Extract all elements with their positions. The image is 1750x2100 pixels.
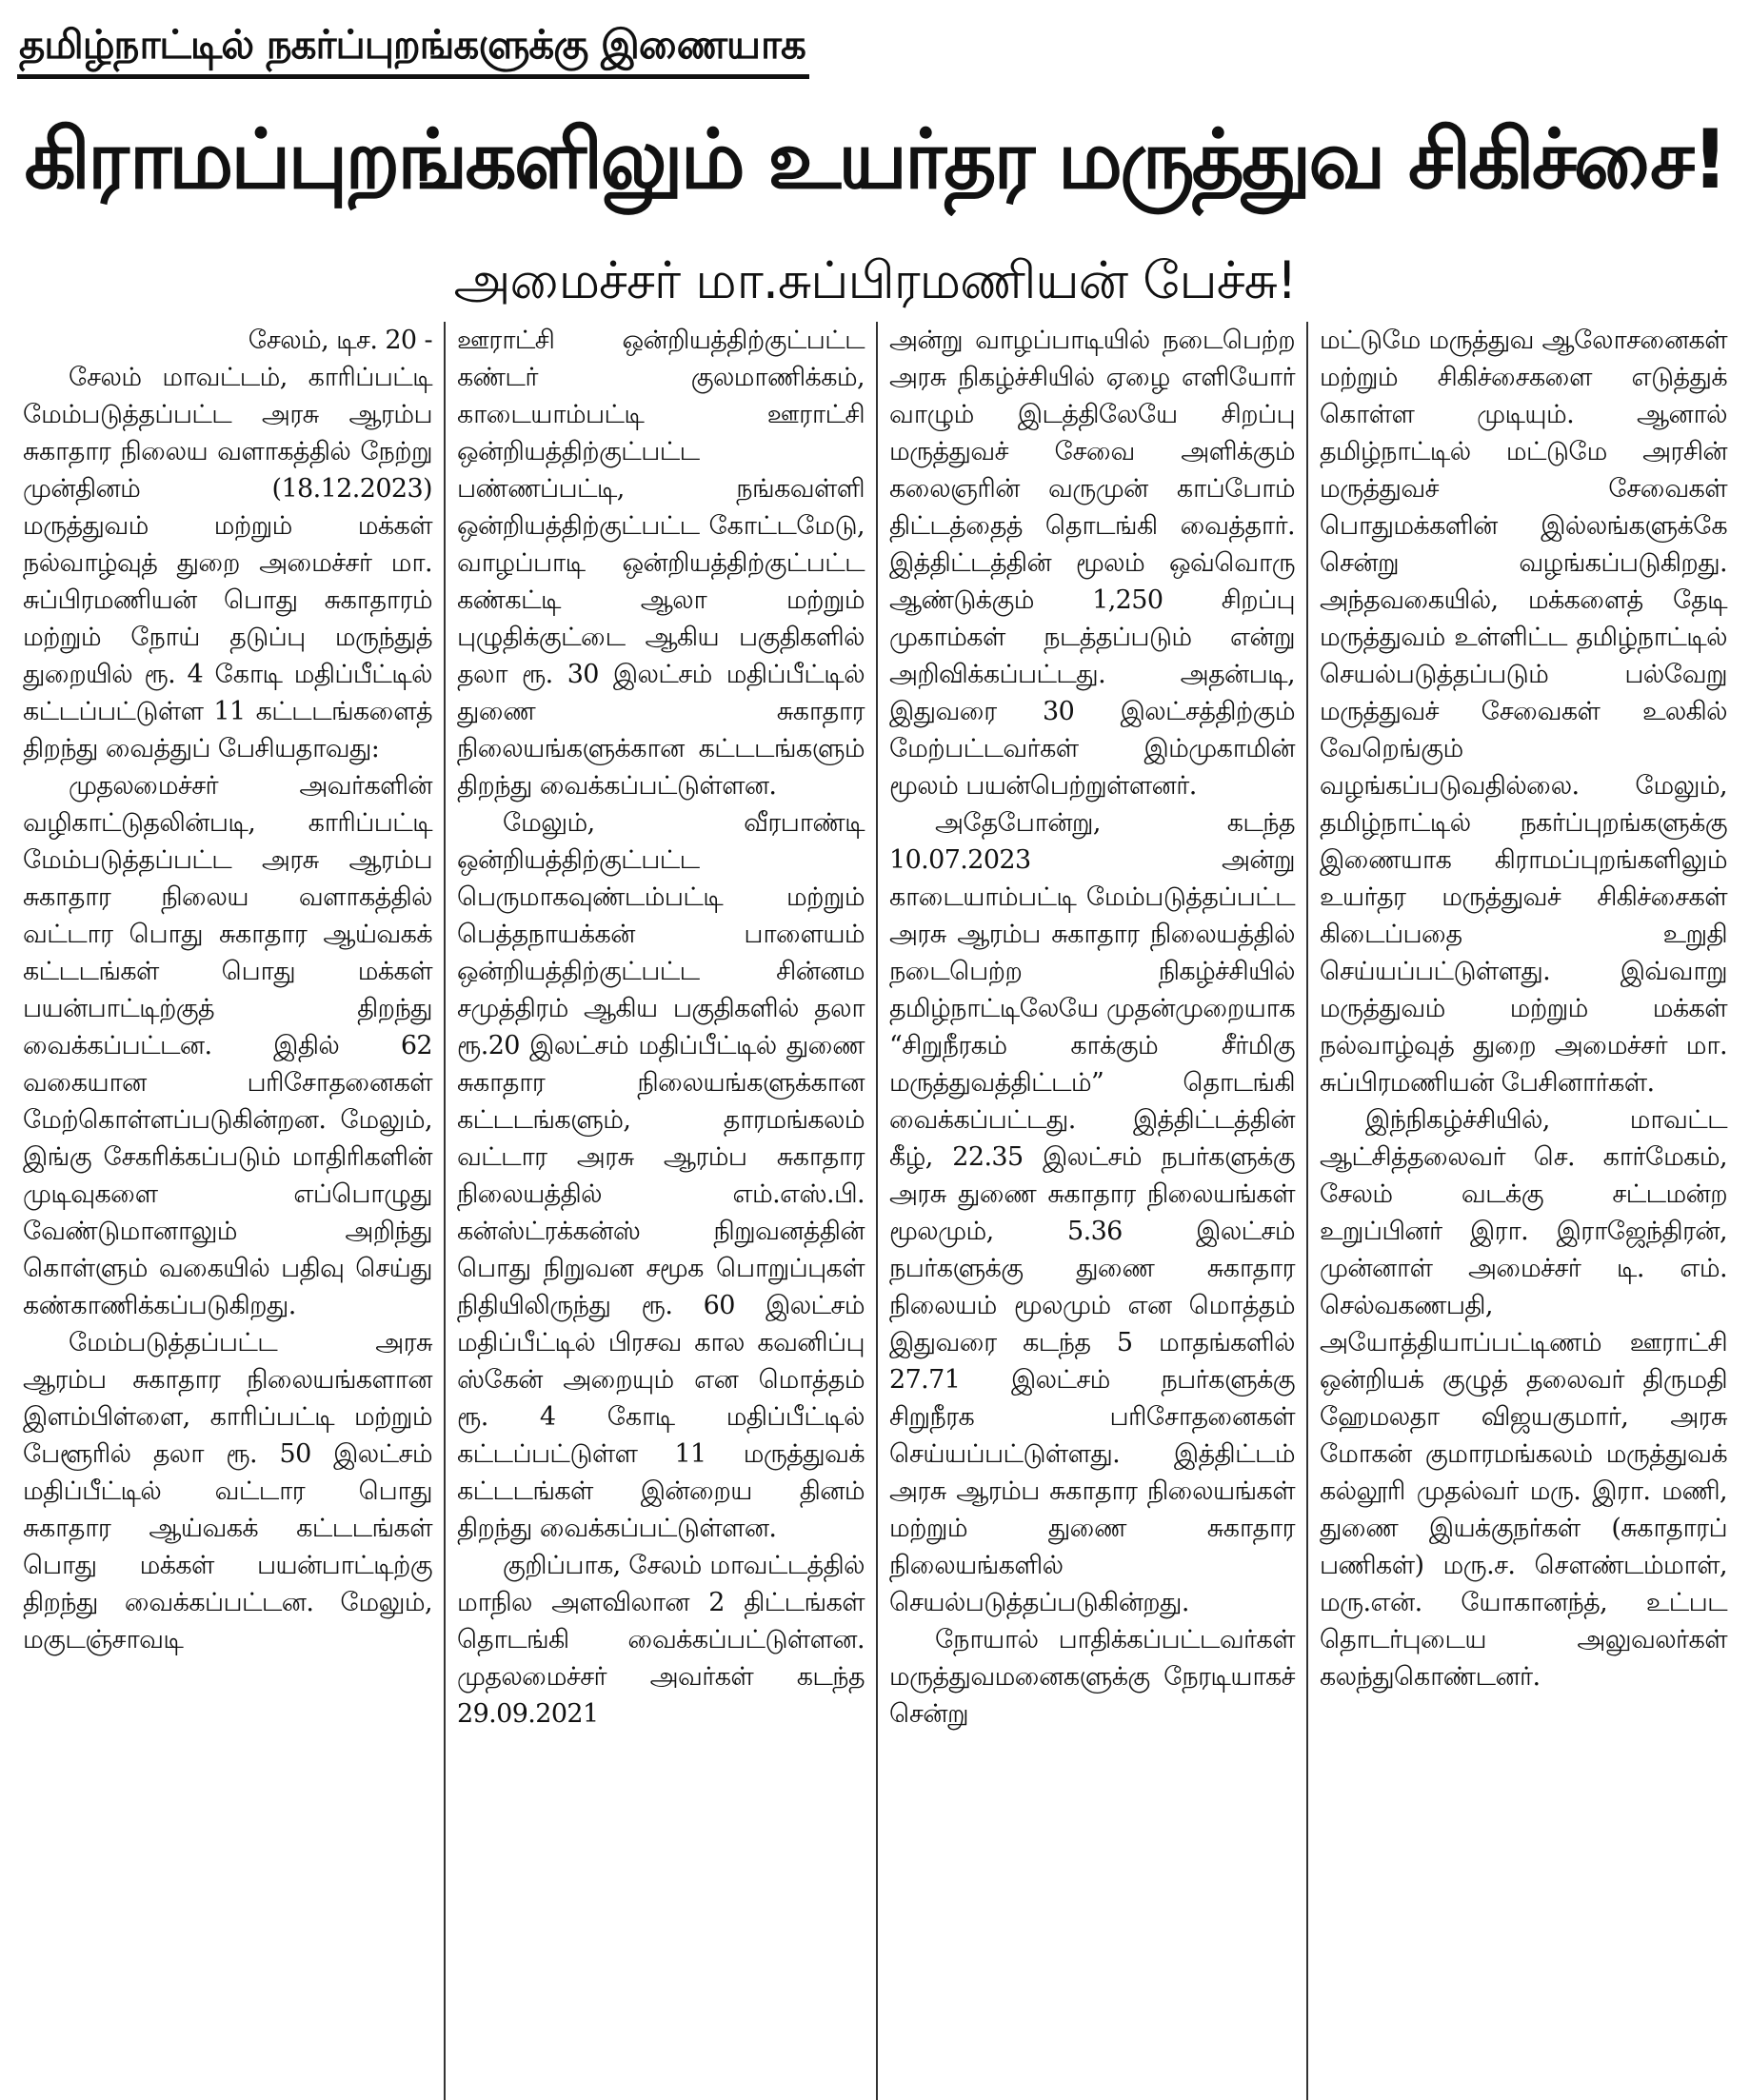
column-2 xyxy=(444,322,876,2100)
paragraph: சேலம் மாவட்டம், காரிப்பட்டி மேம்படுத்தப்பட்ட அரசு ஆரம்ப சுகாதார நிலைய வளாகத்தில் நேற்று முன்தினம் (18.12.2023) மருத்துவம் மற்றும் மக்கள் நல்வாழ்வுத் துறை அமைச்சர் மா. சுப்பிரமணியன் பொது சுகாதாரம் மற்றும் நோய் தடுப்பு மருந்துத் துறையில் ரூ. 4 கோடி மதிப்பீட்டில் கட்டப்பட்டுள்ள 11 கட்டடங்களைத் திறந்து வைத்துப் பேசியதாவது: xyxy=(23,363,432,763)
column-3 xyxy=(876,322,1306,2100)
paragraph: ஊராட்சி ஒன்றியத்திற்குட்பட்ட கண்டர் குலமாணிக்கம், காடையாம்பட்டி ஊராட்சி ஒன்றியத்திற்குட்பட்ட பண்ணப்பட்டி, நங்கவள்ளி ஒன்றியத்திற்குட்பட்ட கோட்டமேடு, வாழப்பாடி ஒன்றியத்திற்குட்பட்ட கண்கட்டி ஆலா மற்றும் புழுதிக்குட்டை ஆகிய பகுதிகளில் தலா ரூ. 30 இலட்சம் மதிப்பீட்டில் துணை சுகாதார நிலையங்களுக்கான கட்டடங்களும் திறந்து வைக்கப்பட்டுள்ளன. xyxy=(457,326,865,801)
column-4 xyxy=(1306,322,1739,2100)
paragraph: இந்நிகழ்ச்சியில், மாவட்ட ஆட்சித்தலைவர் செ. கார்மேகம், சேலம் வடக்கு சட்டமன்ற உறுப்பினர் இரா. இராஜேந்திரன், முன்னாள் அமைச்சர் டி. எம். செல்வகணபதி, அயோத்தியாப்பட்டிணம் ஊராட்சி ஒன்றியக் குழுத் தலைவர் திருமதி ஹேமலதா விஜயகுமார், அரசு மோகன் குமாரமங்கலம் மருத்துவக் கல்லூரி முதல்வர் மரு. இரா. மணி, துணை இயக்குநர்கள் (சுகாதாரப் பணிகள்) மரு.ச. சௌண்டம்மாள், மரு.என். யோகானந்த், உட்பட தொடர்புடைய அலுவலர்கள் கலந்துகொண்டனர். xyxy=(1320,1105,1727,1692)
paragraph: குறிப்பாக, சேலம் மாவட்டத்தில் மாநில அளவிலான 2 திட்டங்கள் தொடங்கி வைக்கப்பட்டுள்ளன. முதலமைச்சர் அவர்கள் கடந்த 29.09.2021 xyxy=(457,1551,865,1729)
article-body xyxy=(11,322,1739,2100)
dateline: சேலம், டிச. 20 - xyxy=(248,326,432,355)
headline: கிராமப்புறங்களிலும் உயர்தர மருத்துவ சிகிச்சை! xyxy=(24,112,1726,208)
subheadline: அமைச்சர் மா.சுப்பிரமணியன் பேச்சு! xyxy=(453,250,1297,310)
paragraph: மேம்படுத்தப்பட்ட அரசு ஆரம்ப சுகாதார நிலையங்களான இளம்பிள்ளை, காரிப்பட்டி மற்றும் பேளூரில் தலா ரூ. 50 இலட்சம் மதிப்பீட்டில் வட்டார பொது சுகாதார ஆய்வகக் கட்டடங்கள் பொது மக்கள் பயன்பாட்டிற்கு திறந்து வைக்கப்பட்டன. மேலும், மகுடஞ்சாவடி xyxy=(23,1328,432,1654)
paragraph: நோயால் பாதிக்கப்பட்டவர்கள் மருத்துவமனைகளுக்கு நேரடியாகச் சென்று xyxy=(889,1625,1295,1729)
paragraph: முதலமைச்சர் அவர்களின் வழிகாட்டுதலின்படி, காரிப்பட்டி மேம்படுத்தப்பட்ட அரசு ஆரம்ப சுகாதார நிலைய வளாகத்தில் வட்டார பொது சுகாதார ஆய்வகக் கட்டடங்கள் பொது மக்கள் பயன்பாட்டிற்குத் திறந்து வைக்கப்பட்டன. இதில் 62 வகையான பரிசோதனைகள் மேற்கொள்ளப்படுகின்றன. மேலும், இங்கு சேகரிக்கப்படும் மாதிரிகளின் முடிவுகளை எப்பொழுது வேண்டுமானாலும் அறிந்து கொள்ளும் வகையில் பதிவு செய்து கண்காணிக்கப்படுகிறது. xyxy=(23,771,432,1320)
column-1 xyxy=(11,322,444,2100)
paragraph: அதேபோன்று, கடந்த 10.07.2023 அன்று காடையாம்பட்டி மேம்படுத்தப்பட்ட அரசு ஆரம்ப சுகாதார நிலையத்தில் நடைபெற்ற நிகழ்ச்சியில் தமிழ்நாட்டிலேயே முதன்முறையாக “சிறுநீரகம் காக்கும் சீர்மிகு மருத்துவத்திட்டம்” தொடங்கி வைக்கப்பட்டது. இத்திட்டத்தின் கீழ், 22.35 இலட்சம் நபர்களுக்கு அரசு துணை சுகாதார நிலையங்கள் மூலமும், 5.36 இலட்சம் நபர்களுக்கு துணை சுகாதார நிலையம் மூலமும் என மொத்தம் இதுவரை கடந்த 5 மாதங்களில் 27.71 இலட்சம் நபர்களுக்கு சிறுநீரக பரிசோதனைகள் செய்யப்பட்டுள்ளது. இத்திட்டம் அரசு ஆரம்ப சுகாதார நிலையங்கள் மற்றும் துணை சுகாதார நிலையங்களில் செயல்படுத்தப்படுகின்றது. xyxy=(889,808,1295,1617)
paragraph: அன்று வாழப்பாடியில் நடைபெற்ற அரசு நிகழ்ச்சியில் ஏழை எளியோர் வாழும் இடத்திலேயே சிறப்பு மருத்துவச் சேவை அளிக்கும் கலைஞரின் வருமுன் காப்போம் திட்டத்தைத் தொடங்கி வைத்தார். இத்திட்டத்தின் மூலம் ஒவ்வொரு ஆண்டுக்கும் 1,250 சிறப்பு முகாம்கள் நடத்தப்படும் என்று அறிவிக்கப்பட்டது. அதன்படி, இதுவரை 30 இலட்சத்திற்கும் மேற்பட்டவர்கள் இம்முகாமின் மூலம் பயன்பெற்றுள்ளனர். xyxy=(889,326,1295,801)
kicker-line: தமிழ்நாட்டில் நகர்ப்புறங்களுக்கு இணையாக xyxy=(17,17,809,79)
paragraph: மட்டுமே மருத்துவ ஆலோசனைகள் மற்றும் சிகிச்சைகளை எடுத்துக் கொள்ள முடியும். ஆனால் தமிழ்நாட்டில் மட்டுமே அரசின் மருத்துவச் சேவைகள் பொதுமக்களின் இல்லங்களுக்கே சென்று வழங்கப்படுகிறது. அந்தவகையில், மக்களைத் தேடி மருத்துவம் உள்ளிட்ட தமிழ்நாட்டில் செயல்படுத்தப்படும் பல்வேறு மருத்துவச் சேவைகள் உலகில் வேறெங்கும் வழங்கப்படுவதில்லை. மேலும், தமிழ்நாட்டில் நகர்ப்புறங்களுக்கு இணையாக கிராமப்புறங்களிலும் உயர்தர மருத்துவச் சிகிச்சைகள் கிடைப்பதை உறுதி செய்யப்பட்டுள்ளது. இவ்வாறு மருத்துவம் மற்றும் மக்கள் நல்வாழ்வுத் துறை அமைச்சர் மா. சுப்பிரமணியன் பேசினார்கள். xyxy=(1320,326,1727,1098)
paragraph: மேலும், வீரபாண்டி ஒன்றியத்திற்குட்பட்ட பெருமாகவுண்டம்பட்டி மற்றும் பெத்தநாயக்கன் பாளையம் ஒன்றியத்திற்குட்பட்ட சின்னம சமுத்திரம் ஆகிய பகுதிகளில் தலா ரூ.20 இலட்சம் மதிப்பீட்டில் துணை சுகாதார நிலையங்களுக்கான கட்டடங்களும், தாரமங்கலம் வட்டார அரசு ஆரம்ப சுகாதார நிலையத்தில் எம்.எஸ்.பி. கன்ஸ்ட்ரக்கன்ஸ் நிறுவனத்தின் பொது நிறுவன சமூக பொறுப்புகள் நிதியிலிருந்து ரூ. 60 இலட்சம் மதிப்பீட்டில் பிரசவ கால கவனிப்பு ஸ்கேன் அறையும் என மொத்தம் ரூ. 4 கோடி மதிப்பீட்டில் கட்டப்பட்டுள்ள 11 மருத்துவக் கட்டடங்கள் இன்றைய தினம் திறந்து வைக்கப்பட்டுள்ளன. xyxy=(457,808,865,1543)
